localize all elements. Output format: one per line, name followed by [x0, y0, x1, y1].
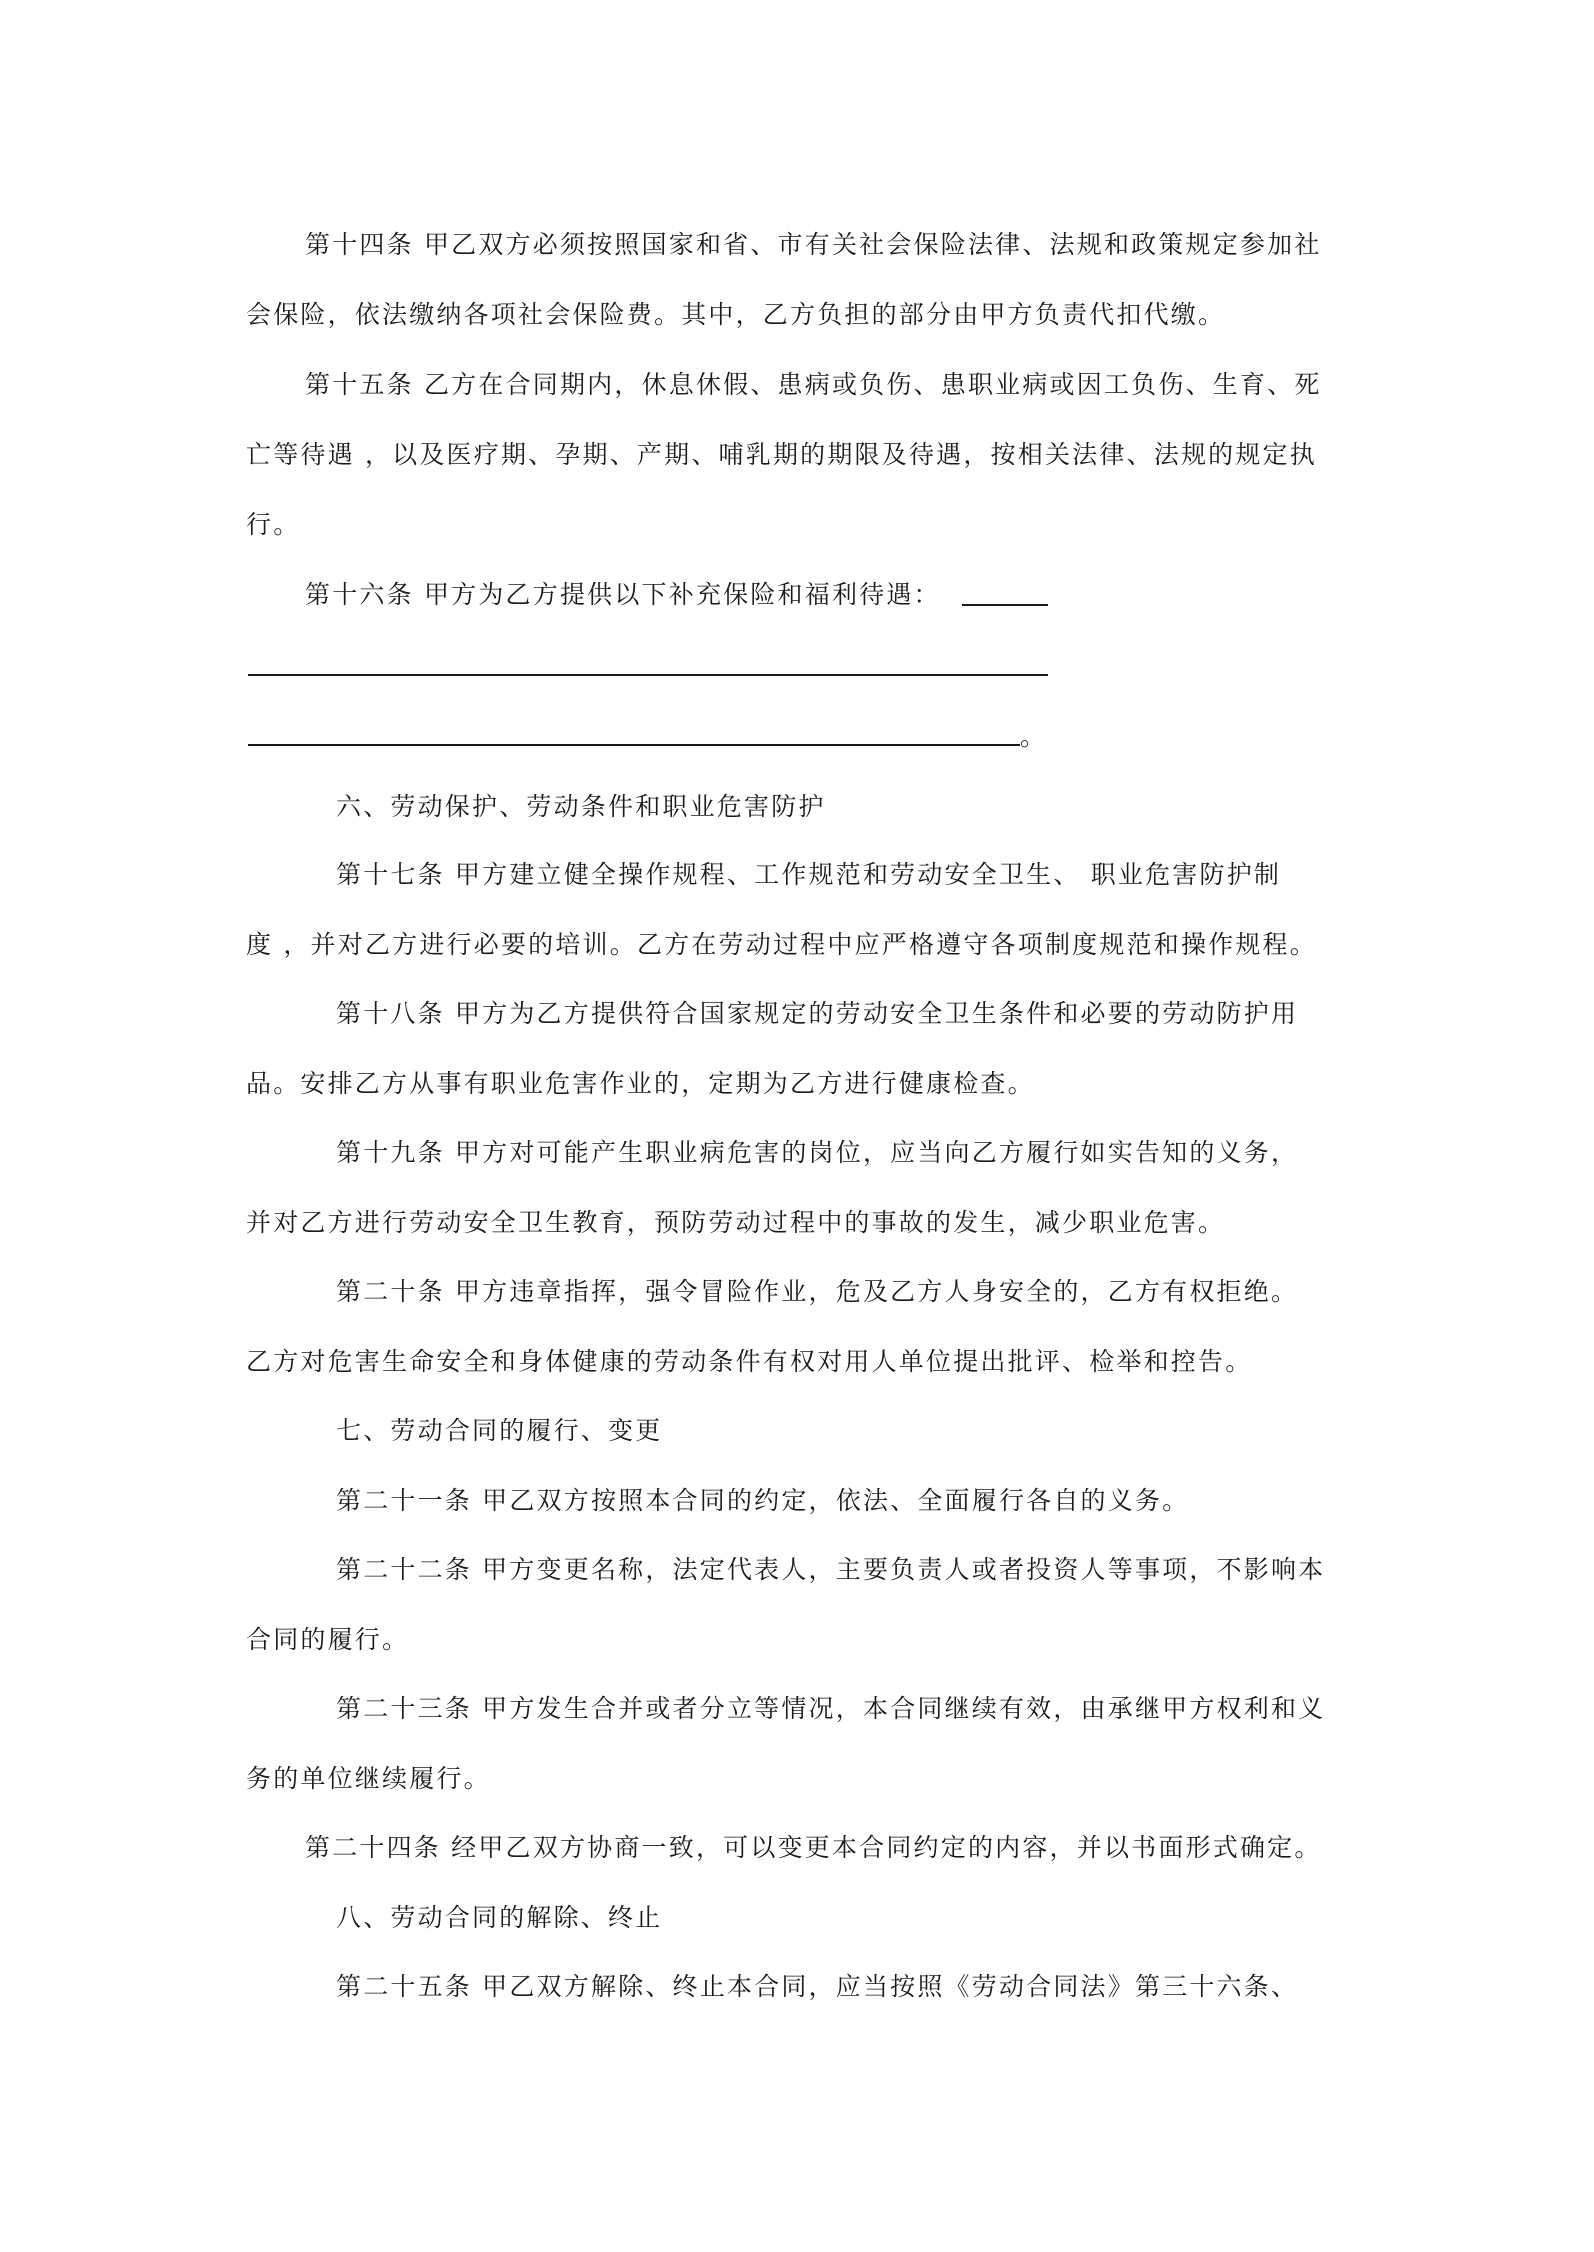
- article-20-line-2: 乙方对危害生命安全和身体健康的劳动条件有权对用人单位提出批评、检举和控告。: [246, 1347, 1253, 1376]
- blank-line-short: [962, 604, 1048, 606]
- article-16-line-1: 第十六条 甲方为乙方提供以下补充保险和福利待遇：: [305, 580, 941, 609]
- article-14-line-1: 第十四条 甲乙双方必须按照国家和省、市有关社会保险法律、法规和政策规定参加社: [305, 230, 1322, 259]
- article-20-line-1: 第二十条 甲方违章指挥，强令冒险作业，危及乙方人身安全的，乙方有权拒绝。: [336, 1277, 1299, 1306]
- article-22-line-1: 第二十二条 甲方变更名称，法定代表人，主要负责人或者投资人等事项，不影响本: [336, 1555, 1326, 1584]
- article-25-line-1: 第二十五条 甲乙双方解除、终止本合同，应当按照《劳动合同法》第三十六条、: [336, 1972, 1299, 2001]
- blank-line-final: [248, 744, 1020, 746]
- blank-line-full: [248, 674, 1048, 676]
- article-17-line-2: 度 ，并对乙方进行必要的培训。乙方在劳动过程中应严格遵守各项制度规范和操作规程。: [246, 930, 1317, 959]
- article-17-line-1: 第十七条 甲方建立健全操作规程、工作规范和劳动安全卫生、 职业危害防护制: [336, 860, 1282, 889]
- article-23-line-1: 第二十三条 甲方发生合并或者分立等情况，本合同继续有效，由承继甲方权利和义: [336, 1694, 1326, 1723]
- article-21-line-1: 第二十一条 甲乙双方按照本合同的约定，依法、全面履行各自的义务。: [336, 1486, 1190, 1515]
- article-15-line-3: 行。: [246, 510, 301, 539]
- section-7-heading: 七、劳动合同的履行、变更: [336, 1416, 663, 1445]
- article-22-line-2: 合同的履行。: [246, 1625, 410, 1654]
- section-8-heading: 八、劳动合同的解除、终止: [336, 1903, 663, 1932]
- article-18-line-1: 第十八条 甲方为乙方提供符合国家规定的劳动安全卫生条件和必要的劳动防护用: [336, 999, 1299, 1028]
- section-6-heading: 六、劳动保护、劳动条件和职业危害防护: [336, 792, 826, 821]
- article-18-line-2: 品。安排乙方从事有职业危害作业的，定期为乙方进行健康检查。: [246, 1069, 1035, 1098]
- article-15-line-1: 第十五条 乙方在合同期内，休息休假、患病或负伤、患职业病或因工负伤、生育、死: [305, 370, 1322, 399]
- article-19-line-2: 并对乙方进行劳动安全卫生教育，预防劳动过程中的事故的发生，减少职业危害。: [246, 1208, 1226, 1237]
- article-24-line-1: 第二十四条 经甲乙双方协商一致，可以变更本合同约定的内容，并以书面形式确定。: [305, 1833, 1322, 1862]
- article-15-line-2: 亡等待遇 ，以及医疗期、孕期、产期、哺乳期的期限及待遇，按相关法律、法规的规定执: [246, 440, 1317, 469]
- article-16-end-mark: 。: [1020, 722, 1048, 751]
- article-19-line-1: 第十九条 甲方对可能产生职业病危害的岗位，应当向乙方履行如实告知的义务，: [336, 1138, 1299, 1167]
- article-14-line-2: 会保险，依法缴纳各项社会保险费。其中，乙方负担的部分由甲方负责代扣代缴。: [246, 300, 1226, 329]
- article-23-line-2: 务的单位继续履行。: [246, 1764, 491, 1793]
